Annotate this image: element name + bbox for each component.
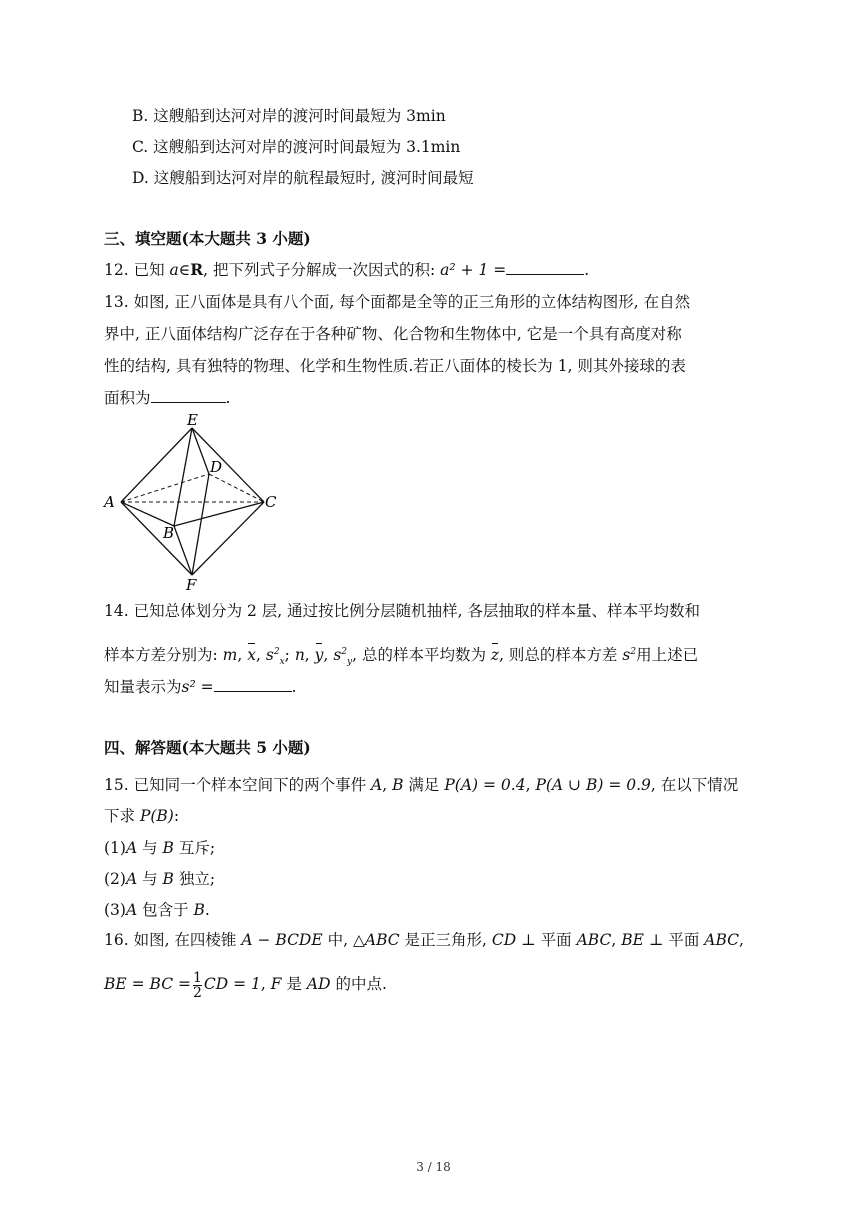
q12-in: ∈ [178, 261, 191, 279]
q14-text-a: 样本方差分别为: [104, 646, 223, 665]
q15-pab: P(A ∪ B) = 0.9 [535, 776, 651, 794]
q15-text-b: 满足 [403, 776, 445, 794]
q14-line-2 [104, 642, 698, 672]
q15-a: A [371, 776, 383, 794]
edge-dc [209, 474, 264, 502]
q16-sep: , [611, 931, 617, 949]
q14-sep: , [323, 646, 329, 665]
q16-f: F [270, 975, 282, 993]
option-b: B. 这艘船到达河对岸的渡河时间最短为 3min [132, 107, 446, 125]
q12-end: . [584, 261, 590, 279]
q14-sep: , [304, 646, 310, 665]
q13-answer-blank[interactable] [151, 388, 226, 403]
q14-s2-eq: s² = [181, 678, 214, 696]
vertex-label-d: D [210, 458, 223, 476]
question-12 [104, 260, 589, 280]
q15-pa: P(A) = 0.4 [444, 776, 526, 794]
q16-plane-2: 平面 [663, 931, 705, 949]
vertex-label-b: B [163, 524, 175, 542]
q14-s2: $s^2$ [622, 646, 637, 665]
q13-line-4 [104, 388, 230, 408]
q16-fraction: $\frac{1}{2}$ [193, 969, 202, 1001]
q15-pb: P(B) [139, 807, 174, 825]
q14-answer-blank[interactable] [214, 677, 292, 692]
edge-af [121, 502, 192, 575]
q16-eq-b: CD = 1 [203, 975, 261, 993]
q15-text-c: , 在以下情况 [650, 776, 739, 794]
q16-cd: CD ⊥ [491, 931, 536, 949]
q14-sy2: $s^2_y$ [333, 646, 353, 668]
q14-sep: ; [284, 646, 290, 665]
q14-sep: , [237, 646, 243, 665]
q15-text-d: 下求 [104, 807, 140, 825]
edge-bc [174, 502, 264, 526]
q15-line-2 [104, 806, 179, 826]
q12-answer-blank[interactable] [506, 260, 584, 275]
q15-sep: , [525, 776, 531, 794]
q14-text-e: 知量表示为 [104, 678, 182, 696]
q14-zbar: z [490, 646, 500, 665]
q13-line-4-text: 面积为 [104, 389, 151, 407]
q12-expr: a² + 1 = [440, 261, 507, 279]
vertex-label-f: F [186, 576, 197, 594]
q13-line-3: 性的结构, 具有独特的物理、化学和生物性质.若正八面体的棱长为 1, 则其外接球的表 [104, 357, 686, 375]
q16-abc-1: ABC [576, 931, 612, 949]
q16-text-d: , [260, 975, 271, 993]
q16-abc-2: ABC [704, 931, 739, 949]
q15-text-a: 15. 已知同一个样本空间下的两个事件 [104, 776, 372, 794]
q16-line-2 [104, 966, 387, 1002]
q14-sx2: $s^2_x$ [265, 646, 285, 668]
q14-end: . [291, 678, 297, 696]
q15-comma: , [382, 776, 388, 794]
q16-sep-2: , [739, 931, 744, 949]
q15-b: B [392, 776, 404, 794]
q15-text-e: : [173, 807, 180, 825]
q14-line-3 [104, 677, 297, 697]
q16-ad: AD [306, 975, 331, 993]
q13-line-1: 13. 如图, 正八面体是具有八个面, 每个面都是全等的正三角形的立体结构图形, 在自然 [104, 293, 691, 311]
edge-ab [121, 502, 174, 526]
q15-sub-1: (1)A 与 B 互斥; [104, 839, 216, 857]
q16-plane-1: 平面 [535, 931, 577, 949]
q14-m: m [222, 646, 238, 665]
option-c: C. 这艘船到达河对岸的渡河时间最短为 3.1min [132, 138, 461, 156]
q14-ybar: y [314, 646, 324, 665]
page-number: 3 / 18 [416, 1160, 451, 1174]
q12-var: a [169, 261, 179, 279]
q16-text-b: 中, [322, 931, 353, 949]
q15-line-1 [104, 775, 738, 795]
option-d: D. 这艘船到达河对岸的航程最短时, 渡河时间最短 [132, 169, 474, 187]
q16-text-e: 是 [281, 975, 307, 993]
q14-sep: , [255, 646, 261, 665]
vertex-label-a: A [104, 493, 115, 511]
q16-be: BE ⊥ [621, 931, 664, 949]
q14-line-1: 14. 已知总体划分为 2 层, 通过按比例分层随机抽样, 各层抽取的样本量、样本平均数和 [104, 602, 701, 620]
q16-triangle: △ABC [352, 931, 400, 949]
octahedron-figure [100, 410, 290, 595]
q16-line-1 [104, 930, 744, 950]
vertex-label-e: E [187, 411, 198, 429]
edge-bf [174, 526, 192, 575]
q15-sub-3: (3)A 包含于 B. [104, 901, 210, 919]
q16-text-c: 是正三角形, [399, 931, 492, 949]
edge-eb [174, 428, 192, 526]
q14-n: n [294, 646, 305, 665]
q12-prefix: 12. 已知 [104, 261, 165, 279]
q12-set: R [190, 260, 204, 279]
q16-text-a: 16. 如图, 在四棱锥 [104, 931, 242, 949]
q16-text-f: 的中点. [330, 975, 387, 993]
section-3-title: 三、填空题(本大题共 3 小题) [104, 229, 311, 248]
edge-ec [192, 428, 264, 502]
q12-mid: , 把下列式子分解成一次因式的积: [203, 261, 436, 279]
q16-pyramid: A − BCDE [241, 931, 323, 949]
edge-ed [192, 428, 209, 474]
q14-text-d: 用上述已 [636, 646, 699, 665]
q13-line-2: 界中, 正八面体结构广泛存在于各种矿物、化合物和生物体中, 它是一个具有高度对称 [104, 325, 682, 343]
q14-text-b: , 总的样本平均数为 [352, 646, 486, 665]
q14-text-c: , 则总的样本方差 [499, 646, 618, 665]
q13-end: . [225, 389, 231, 407]
vertex-label-c: C [265, 493, 277, 511]
q14-xbar: x [247, 646, 256, 665]
q16-eq-a: BE = BC = [104, 975, 191, 993]
q15-sub-2: (2)A 与 B 独立; [104, 870, 216, 888]
section-4-title: 四、解答题(本大题共 5 小题) [104, 738, 311, 757]
